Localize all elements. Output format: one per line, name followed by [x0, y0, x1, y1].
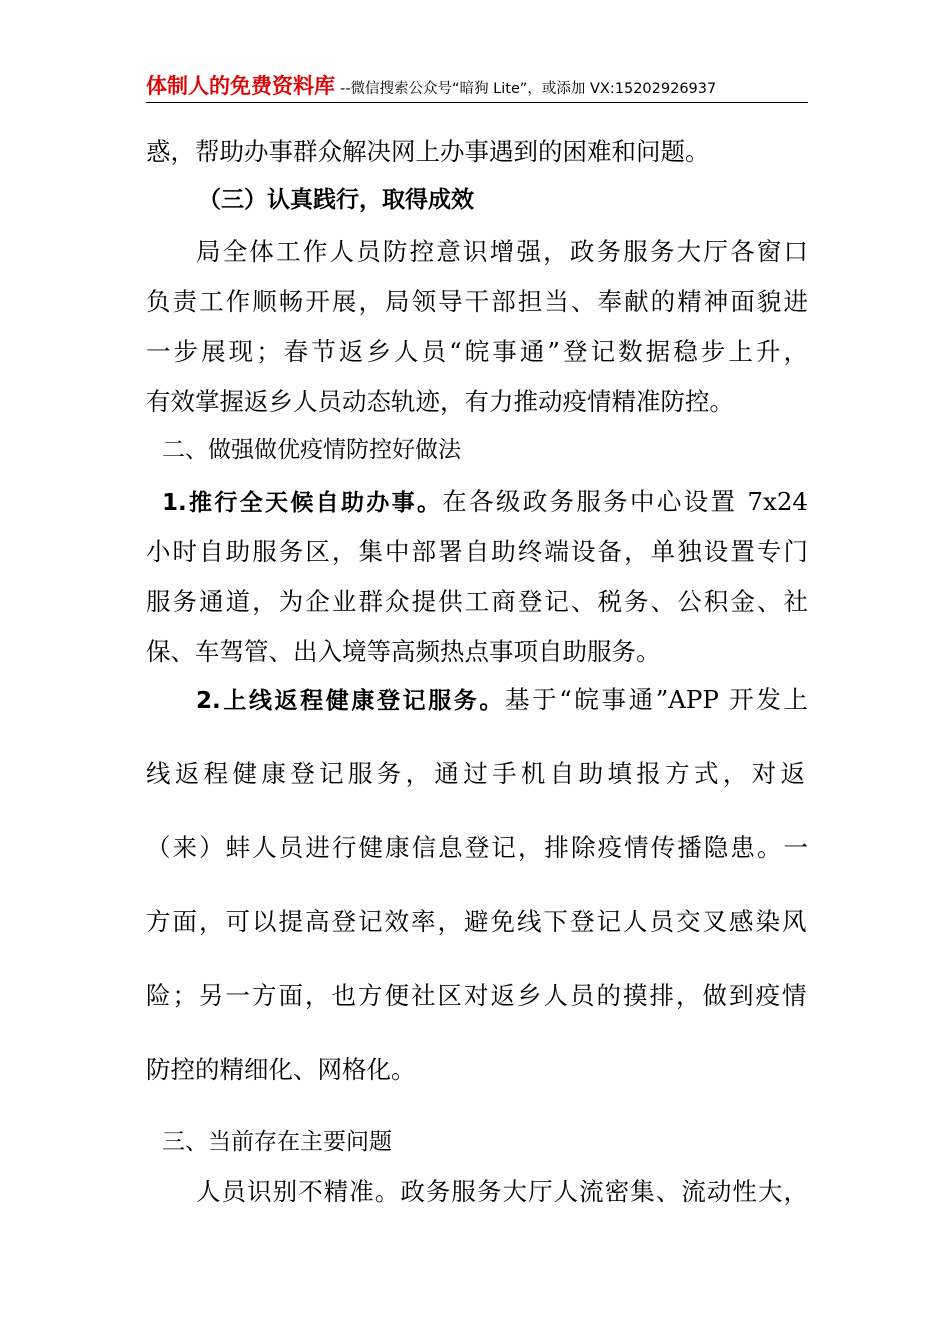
item-title: 1.推行全天候自助办事。 [162, 490, 443, 516]
item-text: 基于“皖事通”APP 开发上 [505, 685, 808, 714]
paragraph-line: 一步展现；春节返乡人员“皖事通”登记数据稳步上升， [146, 337, 808, 366]
page-header [146, 70, 808, 103]
paragraph-line: 惑，帮助办事群众解决网上办事遇到的困难和问题。 [146, 137, 710, 166]
paragraph-line: 服务通道，为企业群众提供工商登记、税务、公积金、社 [146, 587, 808, 616]
paragraph-line: 人员识别不精准。政务服务大厅人流密集、流动性大， [196, 1177, 808, 1206]
header-brand: 体制人的免费资料库 [146, 74, 335, 98]
subsection-heading: （三）认真践行，取得成效 [198, 187, 474, 213]
header-contact: --微信搜索公众号“暗狗 Lite”，或添加 VX:15202926937 [340, 81, 717, 97]
paragraph-line: 线返程健康登记服务，通过手机自助填报方式，对返 [146, 759, 808, 788]
paragraph-line: 小时自助服务区，集中部署自助终端设备，单独设置专门 [146, 537, 808, 566]
paragraph-line: 保、车驾管、出入境等高频热点事项自助服务。 [146, 637, 661, 666]
paragraph-line: 防控的精细化、网格化。 [146, 1055, 416, 1084]
paragraph-line: 有效掌握返乡人员动态轨迹，有力推动疫情精准防控。 [146, 387, 734, 416]
section-heading: 三、当前存在主要问题 [162, 1129, 392, 1155]
paragraph-line: 局全体工作人员防控意识增强，政务服务大厅各窗口 [196, 237, 808, 266]
section-heading: 二、做强做优疫情防控好做法 [162, 437, 461, 463]
paragraph-line: （来）蚌人员进行健康信息登记，排除疫情传播隐患。一 [146, 833, 808, 862]
item-title: 2.上线返程健康登记服务。 [196, 688, 506, 714]
paragraph-line [146, 484, 808, 520]
paragraph-line: 险；另一方面，也方便社区对返乡人员的摸排，做到疫情 [146, 981, 808, 1010]
paragraph-line [146, 682, 808, 718]
paragraph-line: 方面，可以提高登记效率，避免线下登记人员交叉感染风 [146, 907, 808, 936]
item-text: 在各级政务服务中心设置 7x24 [442, 487, 808, 516]
paragraph-line: 负责工作顺畅开展，局领导干部担当、奉献的精神面貌进 [146, 287, 808, 316]
